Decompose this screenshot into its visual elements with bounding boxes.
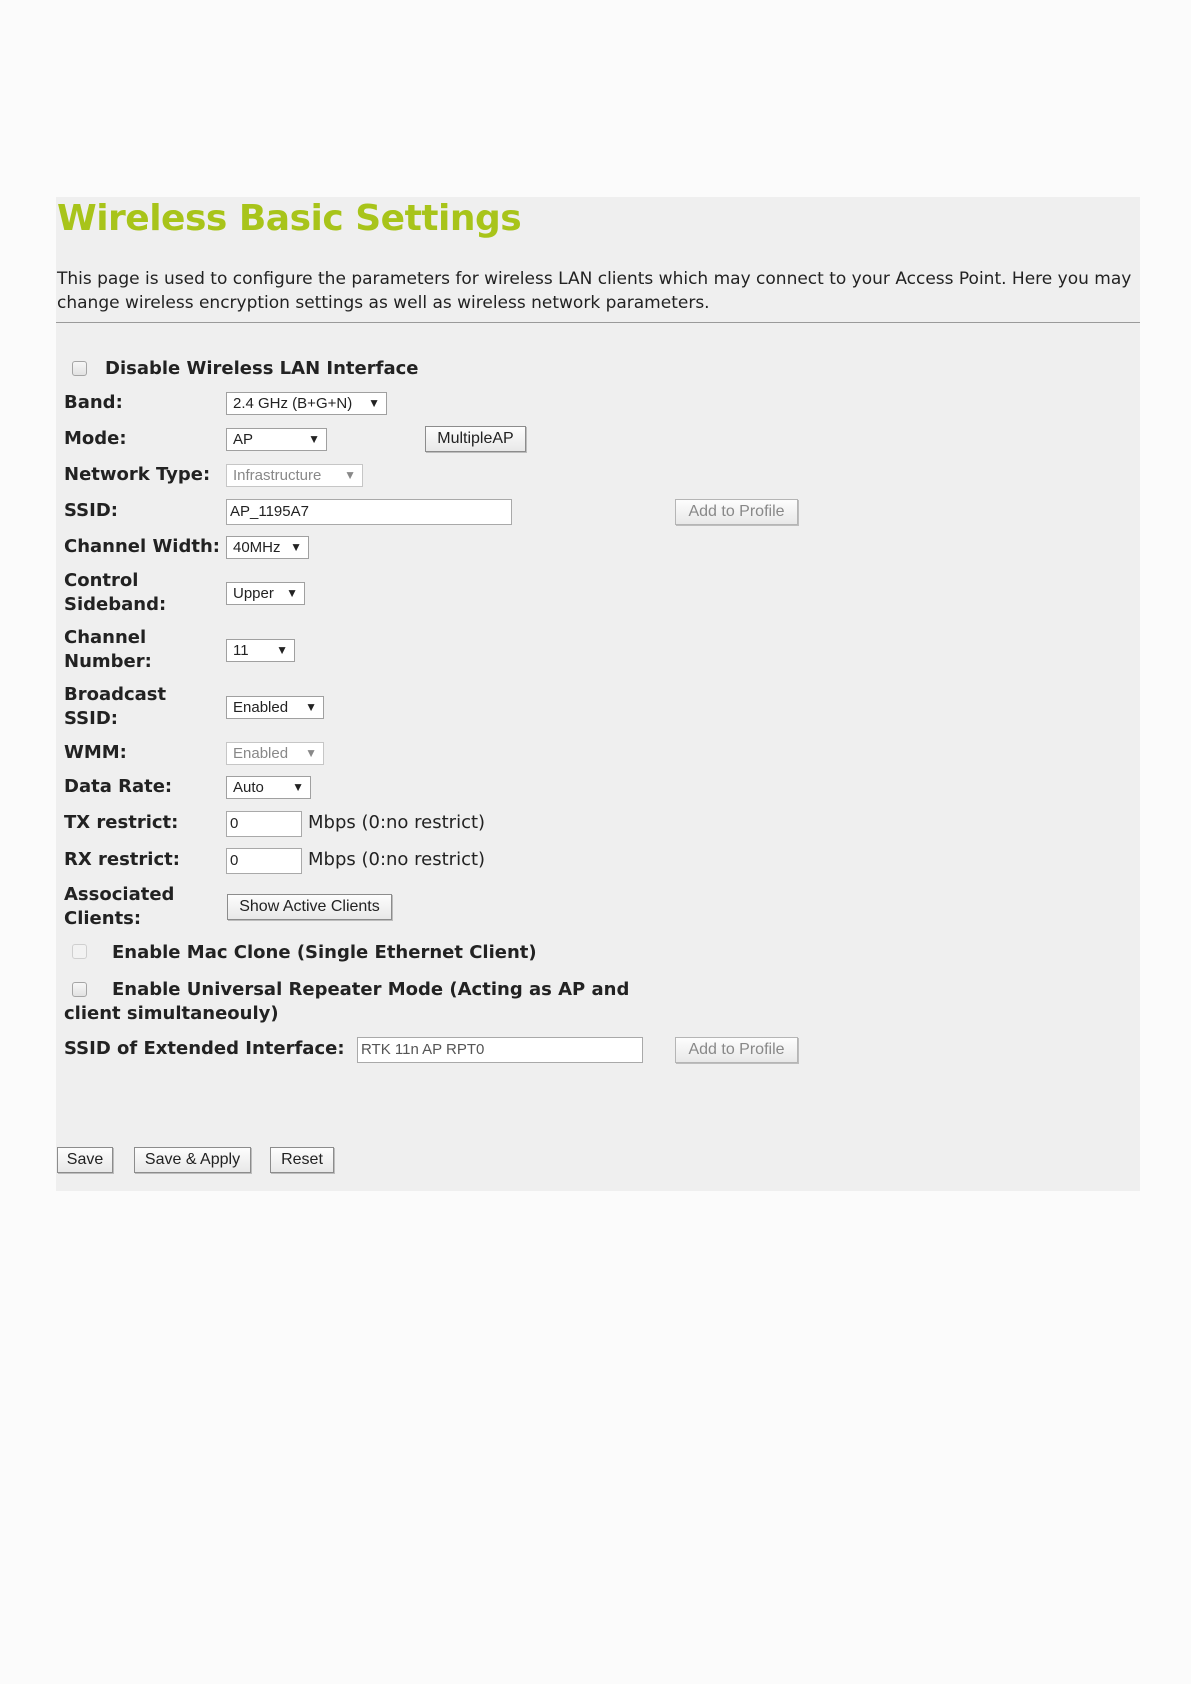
save-button[interactable]: Save bbox=[57, 1147, 113, 1173]
band-select[interactable] bbox=[226, 392, 387, 415]
divider bbox=[56, 322, 1140, 323]
wmm-select[interactable] bbox=[226, 742, 324, 765]
data-rate-label: Data Rate: bbox=[64, 776, 173, 797]
rx-restrict-label: RX restrict: bbox=[64, 849, 180, 870]
control-sideband-label bbox=[64, 569, 166, 617]
rx-restrict-unit: Mbps (0:no restrict) bbox=[308, 849, 486, 870]
broadcast-ssid-label bbox=[64, 683, 166, 731]
channel-number-select[interactable] bbox=[226, 639, 295, 662]
save-apply-button[interactable]: Save & Apply bbox=[134, 1147, 251, 1173]
associated-clients-label-line2: Clients: bbox=[64, 908, 142, 929]
band-label: Band: bbox=[64, 392, 123, 413]
page-description: This page is used to configure the parameters for wireless LAN clients which may connect to your Access Point. Here you may change wireless encryption settings as well as wireless network parameters. bbox=[57, 269, 1132, 313]
ssid-label: SSID: bbox=[64, 500, 118, 521]
band-value: 2.4 GHz (B+G+N) bbox=[233, 395, 353, 412]
extended-ssid-label: SSID of Extended Interface: bbox=[64, 1038, 345, 1059]
chevron-down-icon: ▼ bbox=[276, 643, 288, 657]
channel-width-select[interactable] bbox=[226, 536, 309, 559]
control-sideband-label-line2: Sideband: bbox=[64, 594, 167, 615]
associated-clients-label-line1: Associated bbox=[64, 884, 175, 905]
mac-clone-label: Enable Mac Clone (Single Ethernet Client) bbox=[112, 942, 537, 963]
show-active-clients-button[interactable]: Show Active Clients bbox=[227, 894, 392, 920]
data-rate-select[interactable] bbox=[226, 776, 311, 799]
wmm-label: WMM: bbox=[64, 742, 127, 763]
channel-number-label-line2: Number: bbox=[64, 651, 152, 672]
channel-width-value: 40MHz bbox=[233, 539, 281, 556]
chevron-down-icon: ▼ bbox=[290, 540, 302, 554]
settings-panel bbox=[56, 197, 1140, 1191]
network-type-select[interactable] bbox=[226, 464, 363, 487]
chevron-down-icon: ▼ bbox=[344, 468, 356, 482]
control-sideband-label-line1: Control bbox=[64, 570, 139, 591]
channel-number-label-line1: Channel bbox=[64, 627, 147, 648]
ssid-input[interactable]: AP_1195A7 bbox=[226, 499, 512, 525]
mode-value: AP bbox=[233, 431, 254, 448]
reset-button[interactable]: Reset bbox=[270, 1147, 334, 1173]
tx-restrict-input[interactable]: 0 bbox=[226, 811, 302, 837]
control-sideband-select[interactable] bbox=[226, 582, 305, 605]
wmm-value: Enabled bbox=[233, 745, 289, 762]
channel-number-label bbox=[64, 626, 152, 674]
channel-number-value: 11 bbox=[233, 642, 249, 659]
multiple-ap-button[interactable]: MultipleAP bbox=[425, 426, 526, 452]
disable-wlan-checkbox[interactable] bbox=[72, 361, 87, 376]
chevron-down-icon: ▼ bbox=[368, 396, 380, 410]
data-rate-value: Auto bbox=[233, 779, 264, 796]
chevron-down-icon: ▼ bbox=[286, 586, 298, 600]
mac-clone-checkbox[interactable] bbox=[72, 944, 87, 959]
tx-restrict-label: TX restrict: bbox=[64, 812, 179, 833]
page-title: Wireless Basic Settings bbox=[57, 198, 522, 239]
extended-ssid-input[interactable]: RTK 11n AP RPT0 bbox=[357, 1037, 643, 1063]
tx-restrict-unit: Mbps (0:no restrict) bbox=[308, 812, 486, 833]
broadcast-ssid-value: Enabled bbox=[233, 699, 289, 716]
disable-wlan-label: Disable Wireless LAN Interface bbox=[105, 358, 419, 379]
mode-label: Mode: bbox=[64, 428, 127, 449]
network-type-label: Network Type: bbox=[64, 464, 211, 485]
chevron-down-icon: ▼ bbox=[305, 700, 317, 714]
broadcast-ssid-label-line1: Broadcast bbox=[64, 684, 167, 705]
extended-ssid-add-to-profile-button[interactable]: Add to Profile bbox=[675, 1037, 798, 1063]
mode-select[interactable] bbox=[226, 428, 327, 451]
chevron-down-icon: ▼ bbox=[308, 432, 320, 446]
control-sideband-value: Upper bbox=[233, 585, 274, 602]
universal-repeater-label-line1: Enable Universal Repeater Mode (Acting as AP and bbox=[112, 979, 630, 1000]
channel-width-label: Channel Width: bbox=[64, 536, 220, 557]
universal-repeater-label-line2: client simultaneouly) bbox=[64, 1003, 279, 1024]
chevron-down-icon: ▼ bbox=[292, 780, 304, 794]
rx-restrict-input[interactable]: 0 bbox=[226, 848, 302, 874]
universal-repeater-checkbox[interactable] bbox=[72, 982, 87, 997]
ssid-add-to-profile-button[interactable]: Add to Profile bbox=[675, 499, 798, 525]
broadcast-ssid-label-line2: SSID: bbox=[64, 708, 118, 729]
broadcast-ssid-select[interactable] bbox=[226, 696, 324, 719]
network-type-value: Infrastructure bbox=[233, 467, 322, 484]
associated-clients-label bbox=[64, 883, 174, 931]
chevron-down-icon: ▼ bbox=[305, 746, 317, 760]
